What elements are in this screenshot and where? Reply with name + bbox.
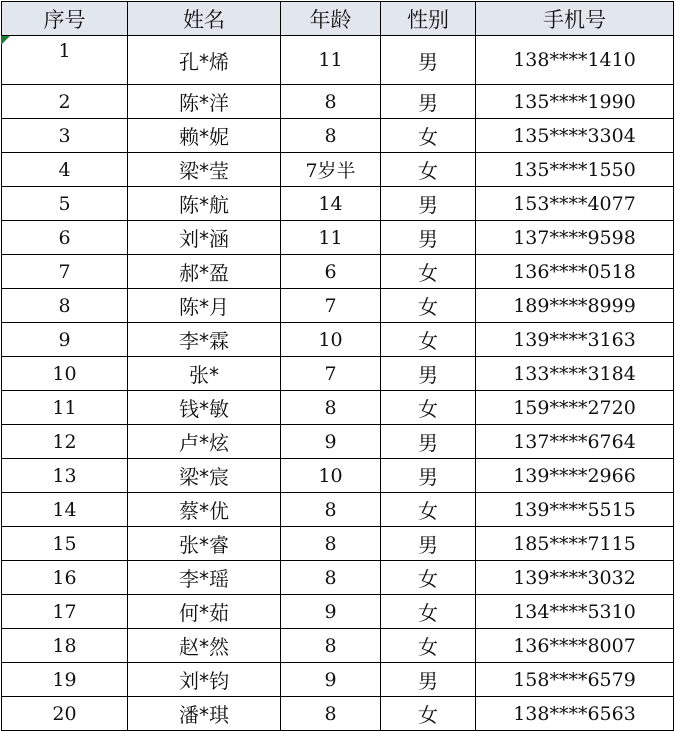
cell-name[interactable]: 钱*敏 <box>128 391 281 425</box>
cell-age[interactable]: 7 <box>281 289 381 323</box>
cell-phone[interactable]: 158****6579 <box>476 663 674 697</box>
cell-name[interactable]: 蔡*优 <box>128 493 281 527</box>
cell-name[interactable]: 郝*盈 <box>128 255 281 289</box>
cell-age[interactable]: 8 <box>281 527 381 561</box>
cell-phone[interactable]: 137****6764 <box>476 425 674 459</box>
cell-name[interactable]: 陈*月 <box>128 289 281 323</box>
cell-name[interactable]: 陈*航 <box>128 187 281 221</box>
cell-index[interactable]: 3 <box>2 119 128 153</box>
active-cell-marker <box>1 36 10 45</box>
cell-age[interactable]: 9 <box>281 425 381 459</box>
cell-index[interactable]: 11 <box>2 391 128 425</box>
cell-index[interactable]: 6 <box>2 221 128 255</box>
table-row <box>2 85 674 119</box>
cell-age[interactable]: 6 <box>281 255 381 289</box>
cell-phone[interactable]: 133****3184 <box>476 357 674 391</box>
cell-phone[interactable]: 159****2720 <box>476 391 674 425</box>
cell-name[interactable]: 梁*莹 <box>128 153 281 187</box>
cell-gender[interactable]: 男 <box>381 36 476 85</box>
table-row <box>2 323 674 357</box>
cell-gender[interactable]: 女 <box>381 255 476 289</box>
cell-gender[interactable]: 女 <box>381 119 476 153</box>
table-row <box>2 595 674 629</box>
cell-phone[interactable]: 134****5310 <box>476 595 674 629</box>
table-row <box>2 36 674 85</box>
table-row <box>2 119 674 153</box>
cell-index[interactable]: 8 <box>2 289 128 323</box>
cell-index[interactable]: 16 <box>2 561 128 595</box>
cell-age[interactable]: 8 <box>281 119 381 153</box>
cell-index[interactable]: 14 <box>2 493 128 527</box>
header-phone[interactable]: 手机号 <box>476 2 674 36</box>
cell-age[interactable]: 10 <box>281 459 381 493</box>
cell-index[interactable]: 13 <box>2 459 128 493</box>
header-row <box>2 2 674 36</box>
cell-age[interactable]: 10 <box>281 323 381 357</box>
cell-index[interactable]: 18 <box>2 629 128 663</box>
cell-name[interactable]: 梁*宸 <box>128 459 281 493</box>
cell-phone[interactable]: 138****6563 <box>476 697 674 731</box>
cell-name[interactable]: 刘*钧 <box>128 663 281 697</box>
cell-name[interactable]: 刘*涵 <box>128 221 281 255</box>
cell-index[interactable]: 1 <box>2 36 128 85</box>
cell-name[interactable]: 潘*琪 <box>128 697 281 731</box>
cell-age[interactable]: 8 <box>281 697 381 731</box>
cell-phone[interactable]: 153****4077 <box>476 187 674 221</box>
roster-body <box>2 36 674 731</box>
cell-phone[interactable]: 139****5515 <box>476 493 674 527</box>
cell-phone[interactable]: 137****9598 <box>476 221 674 255</box>
cell-gender[interactable]: 女 <box>381 323 476 357</box>
table-row <box>2 459 674 493</box>
cell-age[interactable]: 9 <box>281 595 381 629</box>
cell-index[interactable]: 10 <box>2 357 128 391</box>
cell-index[interactable]: 4 <box>2 153 128 187</box>
cell-name[interactable]: 孔*烯 <box>128 36 281 85</box>
cell-gender[interactable]: 女 <box>381 391 476 425</box>
cell-index[interactable]: 9 <box>2 323 128 357</box>
cell-gender[interactable]: 男 <box>381 187 476 221</box>
cell-age[interactable]: 8 <box>281 629 381 663</box>
cell-age[interactable]: 8 <box>281 85 381 119</box>
cell-phone[interactable]: 185****7115 <box>476 527 674 561</box>
table-row <box>2 255 674 289</box>
cell-index[interactable]: 5 <box>2 187 128 221</box>
cell-name[interactable]: 赵*然 <box>128 629 281 663</box>
cell-gender[interactable]: 女 <box>381 289 476 323</box>
cell-phone[interactable]: 135****1990 <box>476 85 674 119</box>
cell-name[interactable]: 张* <box>128 357 281 391</box>
cell-name[interactable]: 张*睿 <box>128 527 281 561</box>
cell-phone[interactable]: 136****0518 <box>476 255 674 289</box>
cell-gender[interactable]: 男 <box>381 663 476 697</box>
cell-index[interactable]: 7 <box>2 255 128 289</box>
cell-gender[interactable]: 男 <box>381 459 476 493</box>
cell-age[interactable]: 7岁半 <box>281 153 381 187</box>
cell-gender[interactable]: 女 <box>381 629 476 663</box>
cell-index[interactable]: 19 <box>2 663 128 697</box>
cell-gender[interactable]: 女 <box>381 493 476 527</box>
table-row <box>2 561 674 595</box>
table-row <box>2 289 674 323</box>
cell-gender[interactable]: 男 <box>381 85 476 119</box>
table-row <box>2 663 674 697</box>
cell-phone[interactable]: 189****8999 <box>476 289 674 323</box>
cell-phone[interactable]: 139****3032 <box>476 561 674 595</box>
cell-name[interactable]: 赖*妮 <box>128 119 281 153</box>
cell-gender[interactable]: 女 <box>381 697 476 731</box>
cell-name[interactable]: 何*茹 <box>128 595 281 629</box>
cell-index[interactable]: 2 <box>2 85 128 119</box>
cell-phone[interactable]: 135****1550 <box>476 153 674 187</box>
cell-age[interactable]: 9 <box>281 663 381 697</box>
roster-table <box>1 1 674 731</box>
header-index[interactable]: 序号 <box>2 2 128 36</box>
table-row <box>2 629 674 663</box>
header-name[interactable]: 姓名 <box>128 2 281 36</box>
table-row <box>2 153 674 187</box>
cell-phone[interactable]: 139****2966 <box>476 459 674 493</box>
header-gender[interactable]: 性别 <box>381 2 476 36</box>
cell-index[interactable]: 15 <box>2 527 128 561</box>
table-row <box>2 697 674 731</box>
cell-index[interactable]: 17 <box>2 595 128 629</box>
table-row <box>2 527 674 561</box>
cell-phone[interactable]: 136****8007 <box>476 629 674 663</box>
cell-index[interactable]: 20 <box>2 697 128 731</box>
cell-gender[interactable]: 女 <box>381 561 476 595</box>
cell-age[interactable]: 8 <box>281 493 381 527</box>
cell-gender[interactable]: 男 <box>381 527 476 561</box>
cell-name[interactable]: 李*霖 <box>128 323 281 357</box>
header-age[interactable]: 年龄 <box>281 2 381 36</box>
table-row <box>2 357 674 391</box>
cell-name[interactable]: 陈*洋 <box>128 85 281 119</box>
cell-gender[interactable]: 男 <box>381 357 476 391</box>
cell-age[interactable]: 8 <box>281 561 381 595</box>
cell-age[interactable]: 11 <box>281 221 381 255</box>
cell-gender[interactable]: 男 <box>381 221 476 255</box>
cell-age[interactable]: 8 <box>281 391 381 425</box>
cell-gender[interactable]: 女 <box>381 153 476 187</box>
cell-name[interactable]: 卢*炫 <box>128 425 281 459</box>
cell-gender[interactable]: 女 <box>381 595 476 629</box>
table-row <box>2 187 674 221</box>
cell-name[interactable]: 李*瑶 <box>128 561 281 595</box>
cell-age[interactable]: 11 <box>281 36 381 85</box>
table-row <box>2 425 674 459</box>
cell-index[interactable]: 12 <box>2 425 128 459</box>
cell-phone[interactable]: 139****3163 <box>476 323 674 357</box>
table-row <box>2 391 674 425</box>
cell-age[interactable]: 7 <box>281 357 381 391</box>
table-row <box>2 493 674 527</box>
cell-gender[interactable]: 男 <box>381 425 476 459</box>
cell-age[interactable]: 14 <box>281 187 381 221</box>
cell-phone[interactable]: 135****3304 <box>476 119 674 153</box>
table-row <box>2 221 674 255</box>
cell-phone[interactable]: 138****1410 <box>476 36 674 85</box>
